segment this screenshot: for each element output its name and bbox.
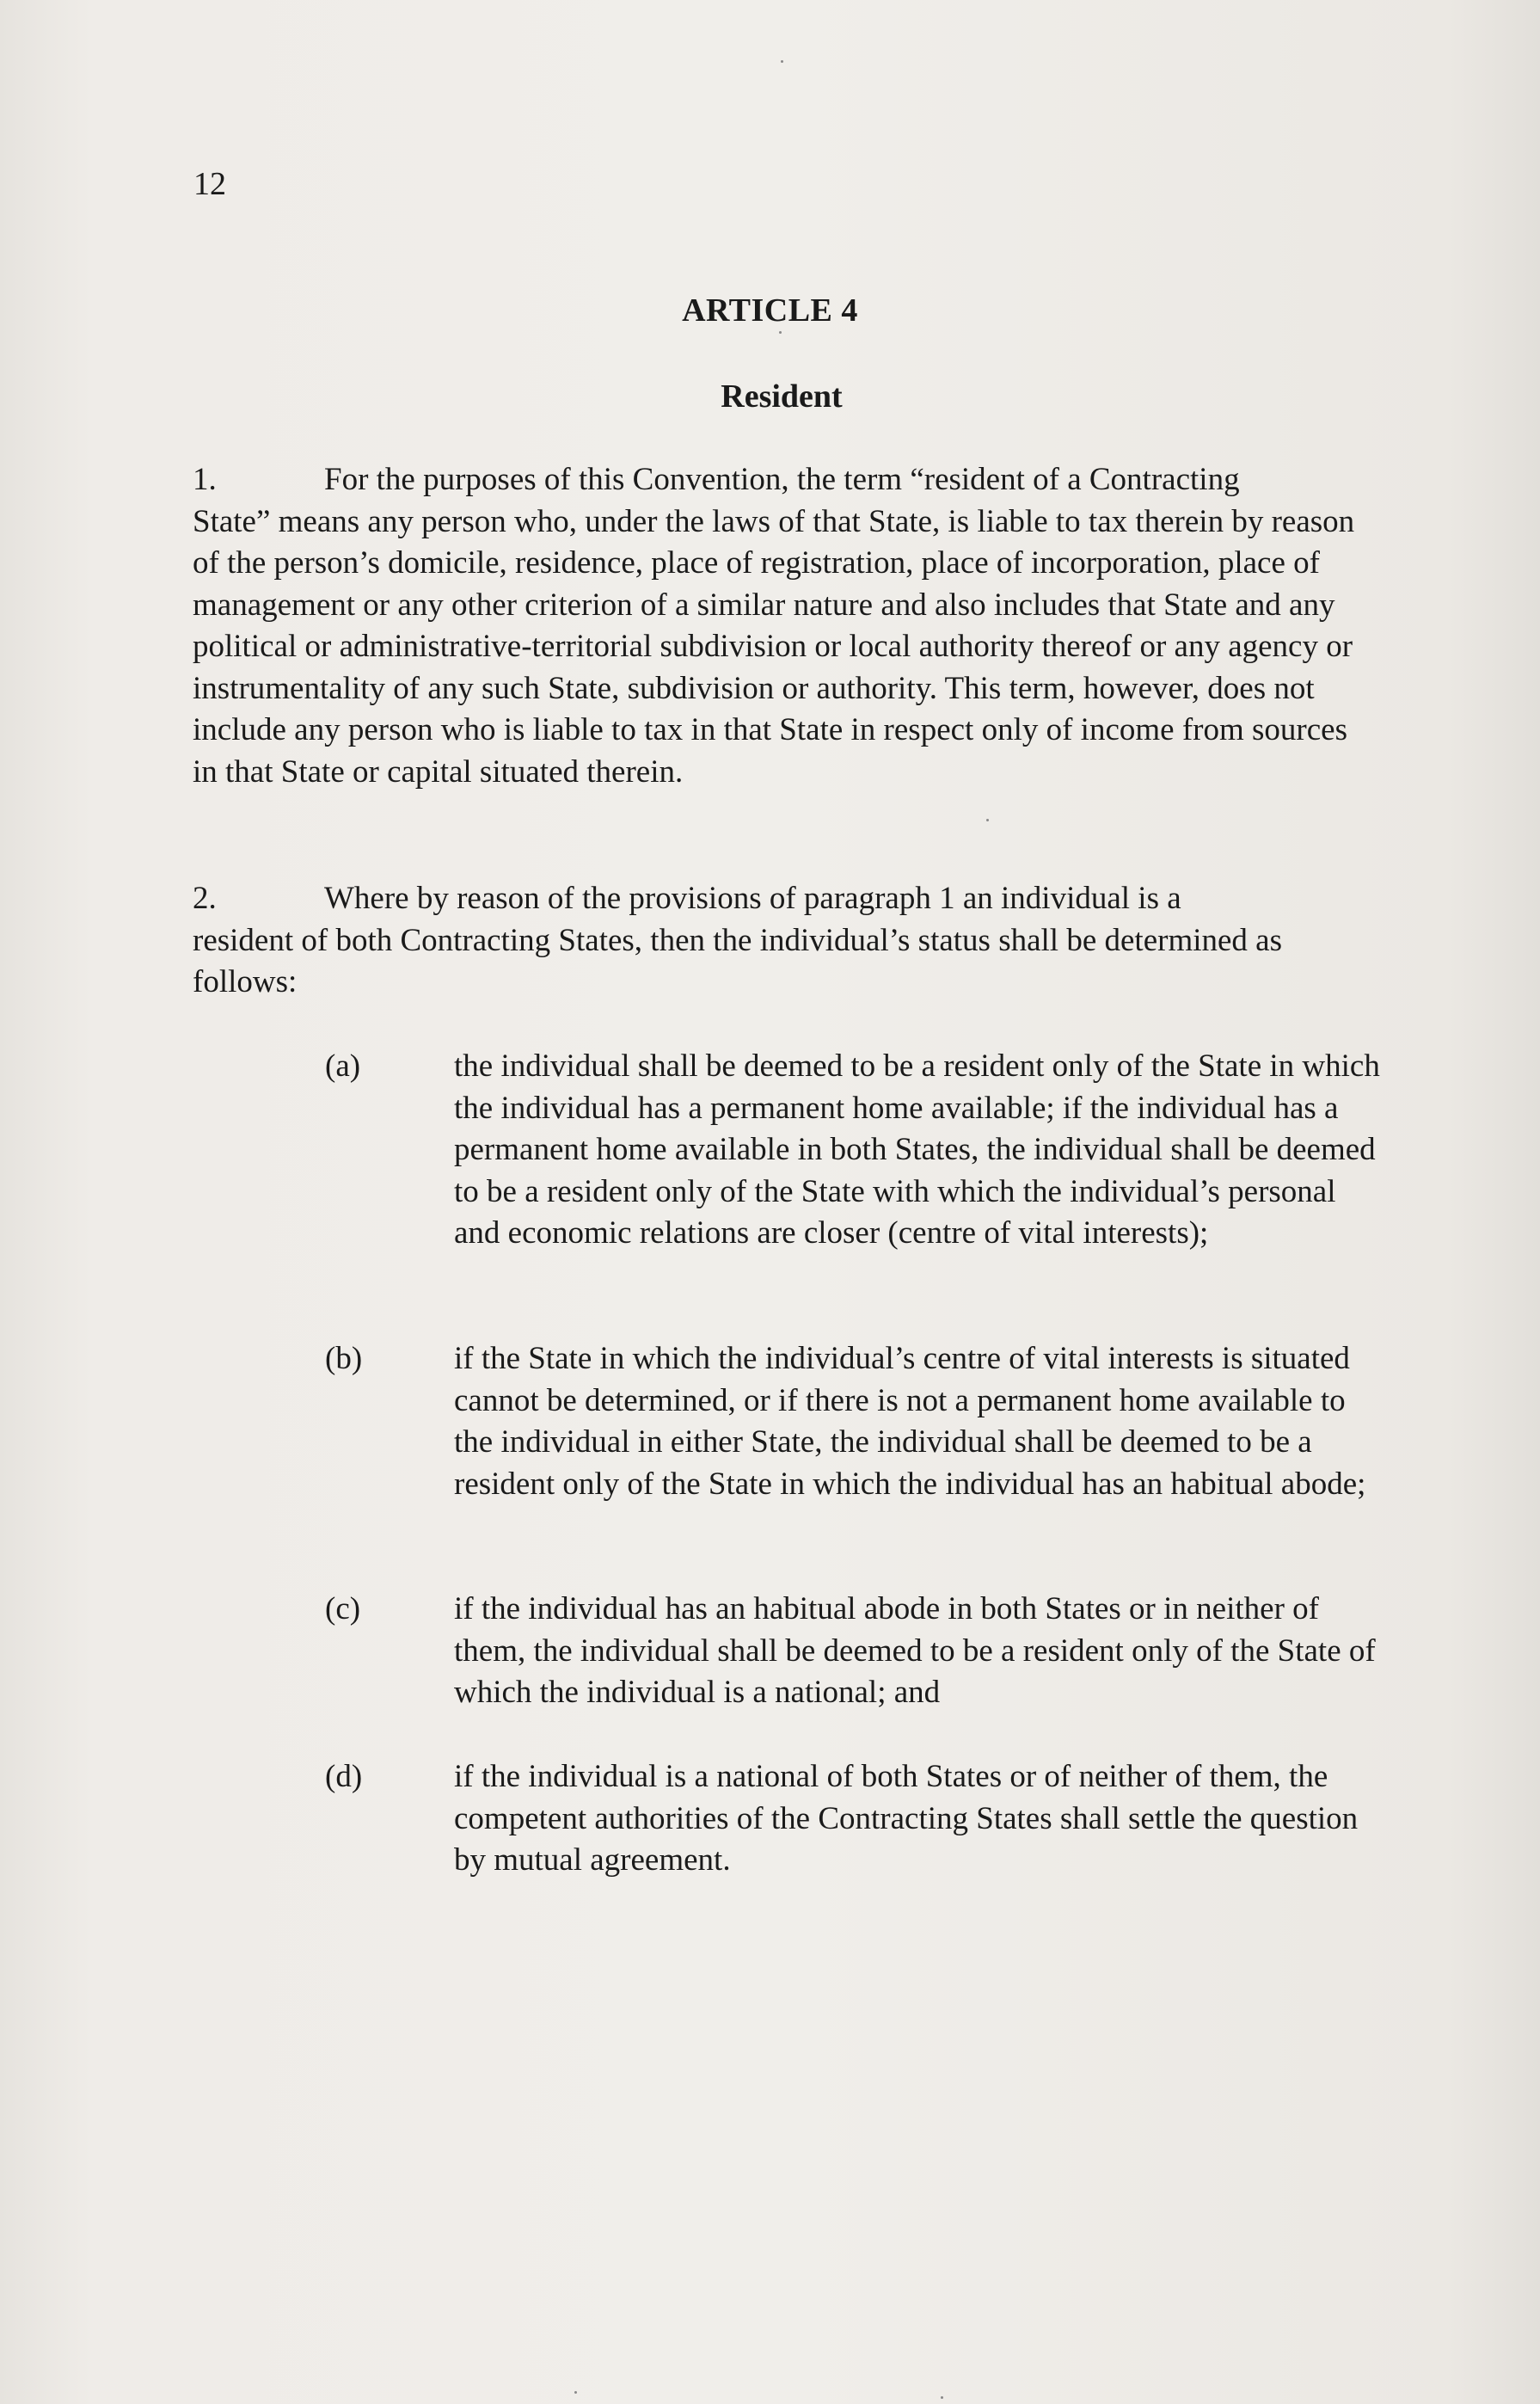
paragraph-2 xyxy=(193,878,1371,1004)
subparagraph-label: (a) xyxy=(325,1048,361,1084)
paragraph-first-line: Where by reason of the provisions of paragraph 1 an individual is a xyxy=(324,881,1181,916)
paper-speck xyxy=(779,331,782,334)
page-number: 12 xyxy=(193,166,226,202)
paragraph-text: resident of both Contracting States, then the individual’s status shall be determined as follows: xyxy=(193,922,1282,999)
paragraph-text: State” means any person who, under the laws of that State, is liable to tax therein by reason of the person’s domicile, residence, place of registration, place of incorporation, place of management or any other criterion of a similar nature and also includes that State and any political or administrative-territorial subdivision or local authority thereof or any agency or instrumentality of any such State, subdivision or authority. This term, however, does not include any person who is liable to tax in that State in respect only of income from sources in that State or capital situated therein. xyxy=(193,503,1355,790)
paper-speck xyxy=(986,819,989,821)
subparagraph-text: if the State in which the individual’s centre of vital interests is situated cannot be determined, or if there is not a permanent home available to the individual in either State, the individual shall be deemed to be a resident only of the State in which the individual has an habitual abode; xyxy=(454,1341,1366,1502)
article-subtitle: Resident xyxy=(721,378,843,415)
paragraph-number: 1. xyxy=(193,462,217,497)
subparagraph-text: if the individual is a national of both States or of neither of them, the competent authorities of the Contracting States shall settle the question by mutual agreement. xyxy=(454,1759,1359,1878)
paper-speck xyxy=(781,60,783,63)
paragraph-number: 2. xyxy=(193,881,217,916)
subparagraph-label: (c) xyxy=(325,1591,361,1626)
subparagraph-text: the individual shall be deemed to be a resident only of the State in which the individual has a permanent home available; if the individual has a permanent home available in both States, the individual shall be deemed to be a resident only of the State with which the individual’s personal and economic relations are closer (centre of vital interests); xyxy=(454,1048,1380,1251)
subparagraph-label: (d) xyxy=(325,1759,363,1794)
article-title: ARTICLE 4 xyxy=(682,292,858,329)
paper-speck xyxy=(574,2391,577,2394)
subparagraph-text: if the individual has an habitual abode in both States or in neither of them, the individual shall be deemed to be a resident only of the State of which the individual is a national; and xyxy=(454,1591,1376,1710)
subparagraph-label: (b) xyxy=(325,1341,363,1376)
paragraph-first-line: For the purposes of this Convention, the term “resident of a Contracting xyxy=(324,462,1240,497)
paper-speck xyxy=(941,2396,943,2399)
paragraph-1 xyxy=(193,459,1371,793)
